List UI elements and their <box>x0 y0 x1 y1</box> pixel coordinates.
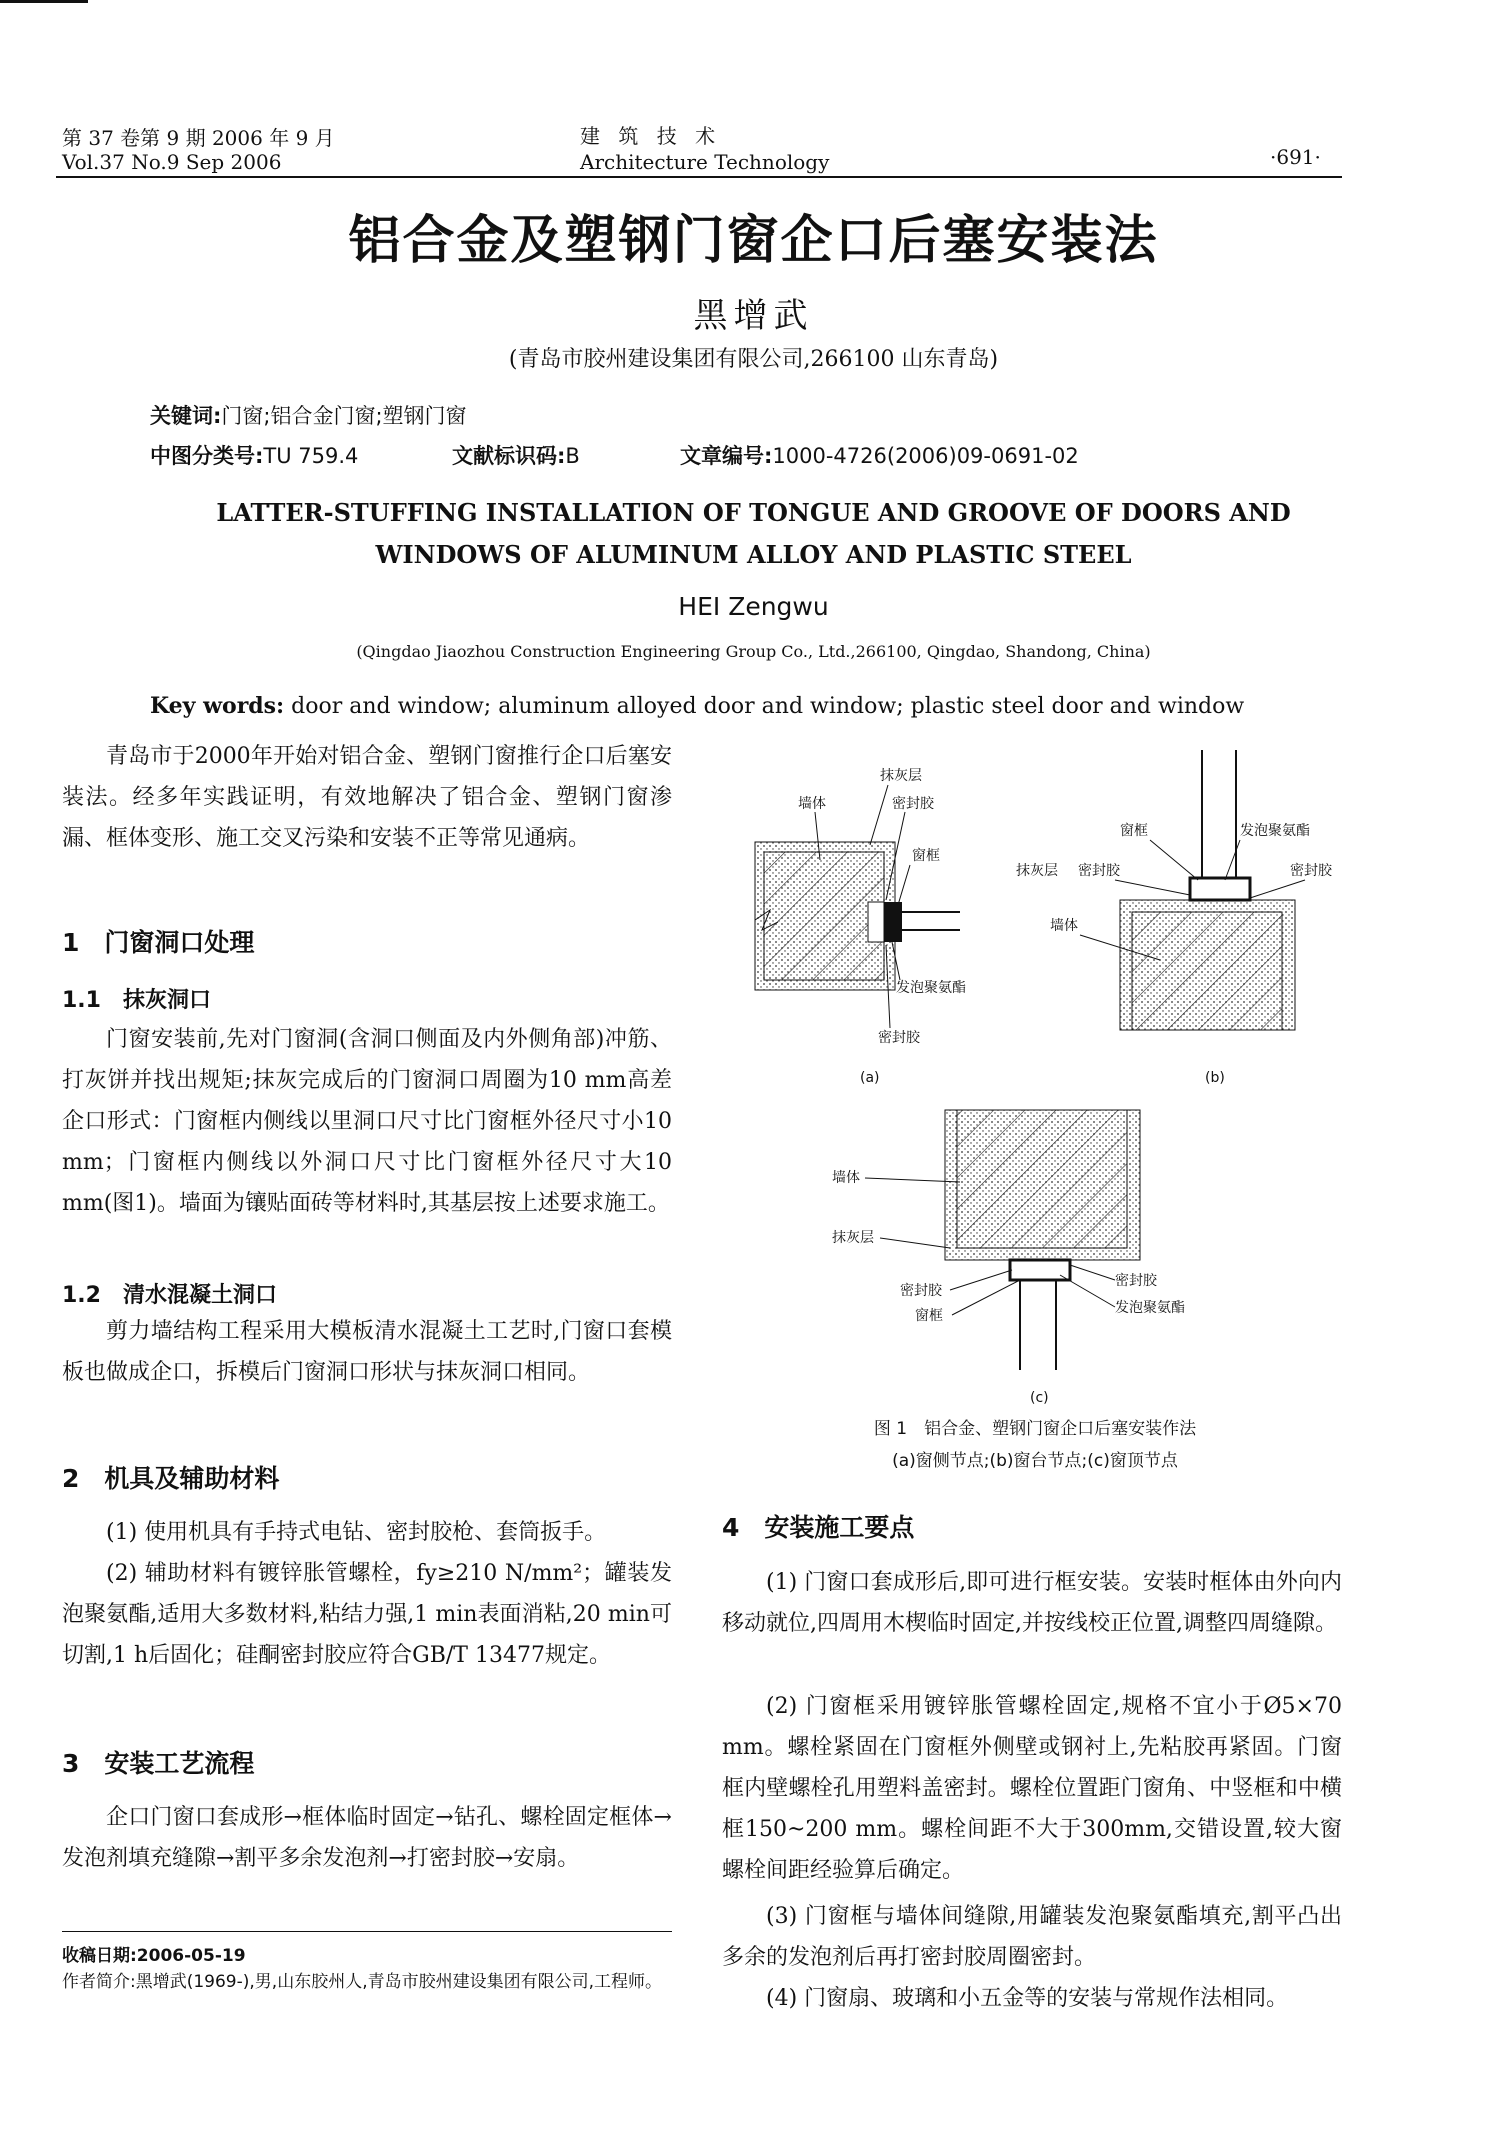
english-author: HEI Zengwu <box>678 592 829 621</box>
section-2-heading: 2 机具及辅助材料 <box>62 1464 280 1493</box>
paper-title: 铝合金及塑钢门窗企口后塞安装法 <box>348 211 1159 271</box>
doc-code-line <box>452 440 580 470</box>
frame-b <box>1190 878 1250 900</box>
label-foam-a: 发泡聚氨酯 <box>896 980 966 996</box>
figure-1b-sill-node <box>1016 750 1333 1086</box>
english-title-line1: LATTER-STUFFING INSTALLATION OF TONGUE AND GROOVE OF DOORS AND <box>216 498 1291 527</box>
section-1-1-heading: 1.1 抹灰洞口 <box>62 988 211 1013</box>
label-wall-b: 墙体 <box>1050 918 1078 934</box>
received-date-text: 收稿日期:2006-05-19 <box>62 1946 246 1966</box>
clc-label: 中图分类号: <box>150 444 264 468</box>
section-2-p1: (1) 使用机具有手持式电钻、密封胶枪、套筒扳手。 <box>106 1520 607 1545</box>
keywords-line <box>150 400 467 430</box>
label-plaster-a: 抹灰层 <box>880 768 922 784</box>
label-sealant-a-top: 密封胶 <box>892 796 934 812</box>
section-1-2-heading: 1.2 清水混凝土洞口 <box>62 1283 277 1308</box>
intro-paragraph: 青岛市于2000年开始对铝合金、塑钢门窗推行企口后塞安装法。经多年实践证明，有效地解决了铝合金、塑钢门窗渗漏、框体变形、施工交叉污染和安装不正等常见通病。 <box>62 744 672 851</box>
label-frame-c: 窗框 <box>915 1308 943 1324</box>
clc-line <box>150 440 358 470</box>
article-no-line <box>680 440 1079 470</box>
leader-a1 <box>870 785 888 845</box>
label-sealant-a-bottom: 密封胶 <box>878 1030 920 1046</box>
doc-code-value: B <box>565 444 580 468</box>
figure-1 <box>720 730 1350 1450</box>
section-4-heading: 4 安装施工要点 <box>722 1513 915 1542</box>
leader-a4 <box>898 865 910 905</box>
header-issue-en: Vol.37 No.9 Sep 2006 <box>62 150 282 174</box>
section-3-text: 企口门窗口套成形→框体临时固定→钻孔、螺栓固定框体→发泡剂填充缝隙→割平多余发泡剂→打密封胶→安扇。 <box>62 1805 672 1871</box>
wall-b <box>1132 912 1282 1030</box>
label-frame-a: 窗框 <box>912 848 940 864</box>
section-1-2-text: 剪力墙结构工程采用大模板清水混凝土工艺时,门窗口套模板也做成企口，拆模后门窗洞口形状与抹灰洞口相同。 <box>62 1319 672 1385</box>
figure-1c-head-node <box>832 1110 1185 1406</box>
section-1-heading: 1 门窗洞口处理 <box>62 928 255 957</box>
received-date <box>62 1943 672 1969</box>
doc-code-label: 文献标识码: <box>452 444 566 468</box>
section-1-1-text: 门窗安装前,先对门窗洞(含洞口侧面及内外侧角部)冲筋、打灰饼并找出规矩;抹灰完成后的门窗洞口周圈为10 mm高差企口形式：门窗框内侧线以里洞口尺寸比门窗框外径尺寸小10 mm；门窗框内侧线以外洞口尺寸比门窗框外径尺寸大10 mm(图1)。墙面为镶贴面砖等材料时,其基层按上述要求施工。 <box>62 1027 672 1216</box>
leader-c6 <box>1060 1275 1115 1307</box>
header-page-number: ·691· <box>1270 145 1321 169</box>
label-wall-a: 墙体 <box>798 796 826 812</box>
leader-c2 <box>880 1238 950 1248</box>
figure-subcaption: (a)窗侧节点;(b)窗台节点;(c)窗顶节点 <box>892 1451 1178 1471</box>
label-plaster-b: 抹灰层 <box>1016 863 1058 879</box>
label-sealant-c-right: 密封胶 <box>1115 1273 1157 1289</box>
leader-b2 <box>1225 840 1240 880</box>
label-foam-c: 发泡聚氨酯 <box>1115 1300 1185 1316</box>
leader-c4 <box>952 1280 1020 1315</box>
label-sealant-b-right: 密封胶 <box>1290 863 1332 879</box>
author-name: 黑增武 <box>693 296 814 336</box>
frame-c <box>1010 1260 1070 1280</box>
header-issue-cn: 第 37 卷第 9 期 2006 年 9 月 <box>62 126 335 150</box>
label-sealant-b-left: 密封胶 <box>1078 863 1120 879</box>
wall-a-step <box>868 902 884 942</box>
english-affiliation: (Qingdao Jiaozhou Construction Engineering Group Co., Ltd.,266100, Qingdao, Shandong, China) <box>356 642 1151 661</box>
leader-b1 <box>1150 840 1198 880</box>
keywords-label: 关键词: <box>150 404 222 428</box>
header-journal-en: Architecture Technology <box>580 150 830 174</box>
leader-c5 <box>1070 1265 1115 1280</box>
section-4-p3: (3) 门窗框与墙体间缝隙,用罐装发泡聚氨酯填充,割平凸出多余的发泡剂后再打密封胶周圈密封。 <box>722 1904 1342 1970</box>
section-3-heading: 3 安装工艺流程 <box>62 1749 255 1778</box>
section-4-p1: (1) 门窗口套成形后,即可进行框安装。安装时框体由外向内移动就位,四周用木楔临时固定,并按线校正位置,调整四周缝隙。 <box>722 1570 1342 1636</box>
header-journal-cn: 建 筑 技 术 <box>580 124 722 148</box>
keywords-value: 门窗;铝合金门窗;塑钢门窗 <box>221 404 467 428</box>
author-bio: 作者简介:黑增武(1969-),男,山东胶州人,青岛市胶州建设集团有限公司,工程师。 <box>62 1972 663 1992</box>
article-no-value: 1000-4726(2006)09-0691-02 <box>772 444 1079 468</box>
leader-c3 <box>950 1270 1012 1290</box>
english-keywords <box>150 693 1244 719</box>
label-frame-b: 窗框 <box>1120 823 1148 839</box>
frame-a <box>884 902 902 942</box>
label-plaster-c: 抹灰层 <box>832 1230 874 1246</box>
leader-b3 <box>1115 880 1190 895</box>
section-2-p2: (2) 辅助材料有镀锌胀管螺栓，fy≥210 N/mm²；罐装发泡聚氨酯,适用大多数材料,粘结力强,1 min表面消粘,20 min可切割,1 h后固化；硅酮密封胶应符合GB/T 13477规定。 <box>62 1561 672 1668</box>
wall-c <box>957 1110 1127 1248</box>
article-no-label: 文章编号: <box>680 444 773 468</box>
label-sealant-c-left: 密封胶 <box>900 1283 942 1299</box>
figure-caption: 图 1 铝合金、塑钢门窗企口后塞安装作法 <box>873 1419 1197 1439</box>
leader-b4 <box>1250 880 1305 898</box>
header-rule <box>56 176 1342 178</box>
figure-1a-side-node <box>755 767 966 1086</box>
sub-label-c: (c) <box>1030 1390 1049 1406</box>
section-4-p2: (2) 门窗框采用镀锌胀管螺栓固定,规格不宜小于Ø5×70 mm。螺栓紧固在门窗框外侧壁或钢衬上,先粘胶再紧固。门窗框内壁螺栓孔用塑料盖密封。螺栓位置距门窗角、中竖框和中横框150~200 mm。螺栓间距不大于300mm,交错设置,较大窗螺栓间距经验算后确定。 <box>722 1694 1342 1883</box>
clc-value: TU 759.4 <box>263 444 359 468</box>
sub-label-a: (a) <box>860 1070 880 1086</box>
sub-label-b: (b) <box>1205 1070 1225 1086</box>
english-title-line2: WINDOWS OF ALUMINUM ALLOY AND PLASTIC STEEL <box>375 540 1132 569</box>
top-left-rule <box>0 0 88 3</box>
wall-a <box>764 852 884 980</box>
english-title <box>0 492 1507 576</box>
label-wall-c: 墙体 <box>832 1170 860 1186</box>
label-foam-b: 发泡聚氨酯 <box>1240 823 1310 839</box>
section-4-p4: (4) 门窗扇、玻璃和小五金等的安装与常规作法相同。 <box>766 1986 1289 2011</box>
footnote-rule <box>62 1931 672 1932</box>
english-keywords-label: Key words: <box>150 693 285 719</box>
affiliation: (青岛市胶州建设集团有限公司,266100 山东青岛) <box>508 347 999 372</box>
english-keywords-value: door and window; aluminum alloyed door and window; plastic steel door and window <box>284 694 1245 719</box>
